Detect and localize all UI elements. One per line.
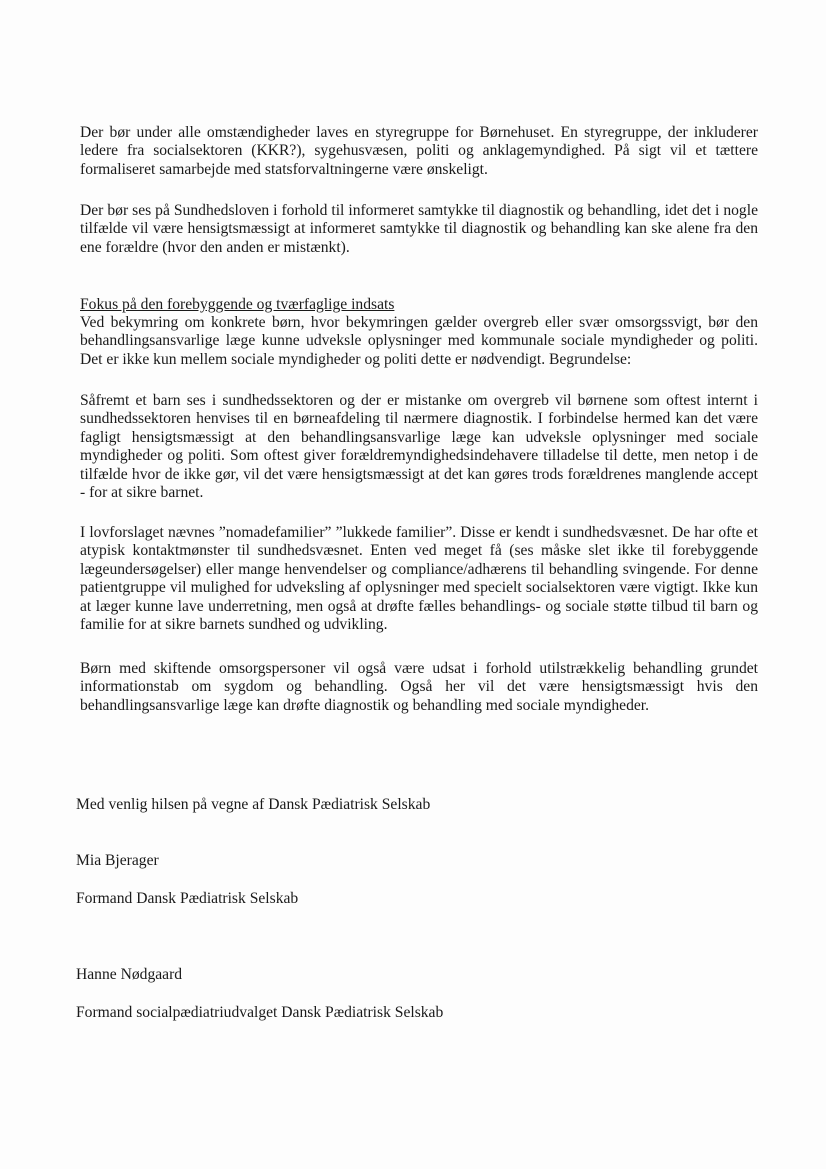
section-heading: Fokus på den forebyggende og tværfaglige indsats — [80, 296, 395, 313]
signer-2-name: Hanne Nødgaard — [76, 966, 183, 983]
signer-2-title: Formand socialpædiatriudvalget Dansk Pædiatrisk Selskab — [76, 1004, 444, 1021]
paragraph-informed-consent: Der bør ses på Sundhedsloven i forhold til informeret samtykke til diagnostik og behandling, idet det i nogle tilfælde vil være hensigtsmæssigt at informeret samtykke til diagnostik og behandling kan ske alene fra den ene forældre (hvor den anden er mistænkt). — [80, 202, 758, 256]
closing-greeting: Med venlig hilsen på vegne af Dansk Pædiatrisk Selskab — [76, 796, 431, 813]
paragraph-nomad-families: I lovforslaget nævnes ”nomadefamilier” ”lukkede familier”. Disse er kendt i sundhedsvæsnet. De har ofte et atypisk kontaktmønster til sundhedsvæsnet. Enten ved meget få (ses måske slet ikke til forebyggende lægeundersøgelser) eller mange henvendelser og compliance/adhærens til behandling svingende. For denne patientgruppe vil mulighed for udveksling af oplysninger med specielt socialsektoren være vigtigt. Ikke kun at læger kunne lave underretning, men også at drøfte fælles behandlings- og sociale støtte tilbud til barn og familie for at sikre barnets sundhed og udvikling. — [80, 524, 758, 634]
paragraph-health-sector: Såfremt et barn ses i sundhedssektoren og der er mistanke om overgreb vil børnene som oftest internt i sundhedssektoren henvises til en børneafdeling til nærmere diagnostik. I forbindelse hermed kan det være fagligt hensigtsmæssigt at den behandlingsansvarlige læge kan udveksle oplysninger med sociale myndigheder og politi. Som oftest giver forældremyndighedsindehavere tilladelse til dette, men netop i de tilfælde hvor de ikke gør, vil det være hensigtsmæssigt at det kan gøres trods forældrenes manglende accept - for at sikre barnet. — [80, 392, 758, 502]
paragraph-steering-group: Der bør under alle omstændigheder laves en styregruppe for Børnehuset. En styregruppe, der inkluderer ledere fra socialsektoren (KKR?), sygehusvæsen, politi og anklagemyndighed. På sigt vil et tættere formaliseret samarbejde med statsforvaltningerne være ønskeligt. — [80, 124, 758, 178]
signer-1-title: Formand Dansk Pædiatrisk Selskab — [76, 890, 299, 907]
paragraph-changing-caregivers: Børn med skiftende omsorgspersoner vil også være udsat i forhold utilstrækkelig behandling grundet informationstab om sygdom og behandling. Også her vil det være hensigtsmæssigt hvis den behandlingsansvarlige læge kan drøfte diagnostik og behandling med sociale myndigheder. — [80, 660, 758, 714]
paragraph-concern: Ved bekymring om konkrete børn, hvor bekymringen gælder overgreb eller svær omsorgssvigt, bør den behandlingsansvarlige læge kunne udveksle oplysninger med kommunale sociale myndigheder og politi. Det er ikke kun mellem sociale myndigheder og politi dette er nødvendigt. Begrundelse: — [80, 314, 758, 368]
signer-1-name: Mia Bjerager — [76, 852, 159, 869]
